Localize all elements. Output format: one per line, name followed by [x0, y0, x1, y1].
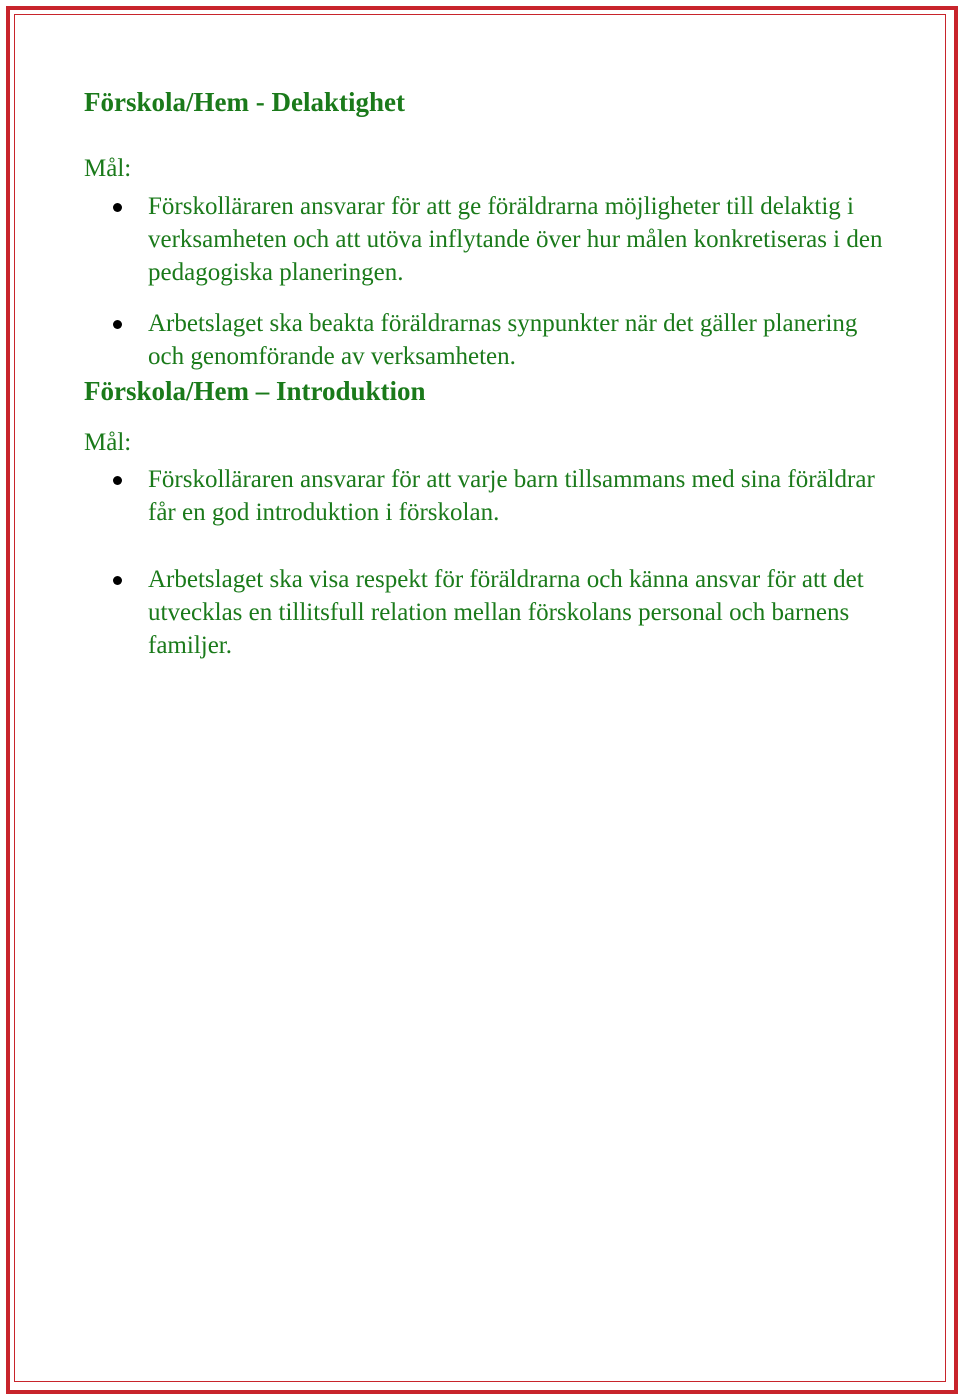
section-title-introduktion: Förskola/Hem – Introduktion	[84, 376, 426, 406]
list-item	[84, 463, 884, 529]
bullet-icon	[113, 576, 122, 585]
goal-list	[84, 190, 884, 373]
list-item-text: Förskolläraren ansvarar för att ge föräldrarna möjligheter till delaktig i verksamheten och att utöva inflytande över hur målen konkretiseras i den pedagogiska planeringen.	[148, 193, 883, 286]
bullet-icon	[113, 476, 122, 485]
list-item-text: Arbetslaget ska beakta föräldrarnas synpunkter när det gäller planering och genomförande av verksamheten.	[148, 310, 858, 370]
bullet-icon	[113, 320, 122, 329]
section-title-delaktighet: Förskola/Hem - Delaktighet	[84, 87, 405, 117]
document-body	[84, 84, 884, 662]
goal-label: Mål:	[84, 429, 132, 456]
list-item-text: Arbetslaget ska visa respekt för föräldrarna och känna ansvar för att det utvecklas en tillitsfull relation mellan förskolans personal och barnens familjer.	[148, 566, 864, 659]
list-item	[84, 190, 884, 289]
list-item	[84, 307, 884, 373]
goal-list	[84, 463, 884, 662]
goal-label: Mål:	[84, 155, 132, 182]
bullet-icon	[113, 203, 122, 212]
list-item-text: Förskolläraren ansvarar för att varje barn tillsammans med sina föräldrar får en god introduktion i förskolan.	[148, 466, 875, 526]
list-item	[84, 563, 884, 662]
